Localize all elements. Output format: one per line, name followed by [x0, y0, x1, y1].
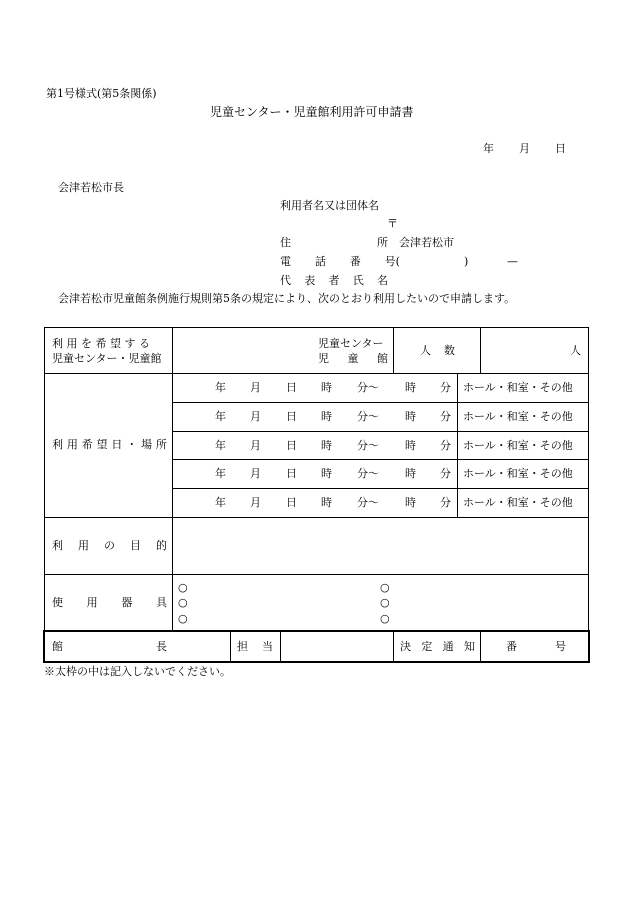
facility-type-center: 児童センター — [318, 337, 384, 350]
address-value: 会津若松市 — [399, 236, 454, 249]
equipment-bullet: ○ — [178, 581, 188, 594]
representative-label: 代 表 者 氏 名 — [280, 274, 388, 287]
equipment-bullets-right — [380, 580, 390, 626]
application-form-page: 第1号様式(第5条関係) 児童センター・児童館利用許可申請書 年 月 日 会津若松市長 利用者名又は団体名 〒 住 所 会津若松市 電 話 番 号( ) — 代 表 者 氏 名 会津若松市児童館条例施行規則第5条の規定により、次のとおり利用したいので申請します。 利 用 を 希 望 す る 児童センター・児童館 児童センター 児 童 館 人 数 人 利 用 希 望 日 ・ 場 所 年 月 日 時 分～ 時 分 ホール・和室・その他 年 月 日 時 分～ 時 分 ホール・和室・その他 年 月 日 時 分～ 時 分 ホール・和室・その他 年 月 日 時 分～ 時 分 ホール・和室・その他 年 月 日 時 分～ 時 分 ホール・和室・その他 利 用 の 目 的 使 用 器 具 ○ ○ ○ ○ ○ ○ 館 長 担 当 決 定 通 知 番 号 ※太枠の中は記入しないでください。 — [0, 0, 630, 915]
chief-label: 館 長 — [52, 640, 167, 653]
equipment-bullet: ○ — [178, 611, 188, 625]
date-day-label: 日 — [555, 142, 566, 155]
equipment-bullet: ○ — [380, 611, 390, 625]
addressee: 会津若松市長 — [58, 181, 124, 194]
schedule-label: 利 用 希 望 日 ・ 場 所 — [52, 438, 167, 451]
equipment-bullet: ○ — [380, 596, 390, 610]
form-number: 第1号様式(第5条関係) — [46, 87, 157, 100]
facility-type-hall: 児 童 館 — [318, 352, 388, 365]
people-label: 人 数 — [420, 344, 455, 357]
decision-notice-label: 決 定 通 知 — [400, 640, 475, 653]
facility-label: 利 用 を 希 望 す る 児童センター・児童館 — [52, 337, 162, 365]
form-title: 児童センター・児童館利用許可申請書 — [210, 105, 414, 119]
equipment-bullet: ○ — [380, 581, 390, 594]
people-unit: 人 — [570, 344, 581, 357]
purpose-label: 利 用 の 目 的 — [52, 539, 167, 552]
staff-label: 担 当 — [237, 640, 273, 653]
postal-mark: 〒 — [387, 217, 398, 230]
number-label: 番 号 — [506, 640, 566, 653]
applicant-name-label: 利用者名又は団体名 — [280, 199, 379, 212]
date-year-label: 年 — [483, 142, 494, 155]
equipment-label: 使 用 器 具 — [52, 596, 167, 609]
phone-label: 電 話 番 号( — [280, 255, 400, 268]
equipment-bullets-left — [178, 580, 188, 626]
equipment-bullet: ○ — [178, 596, 188, 610]
statement-text: 会津若松市児童館条例施行規則第5条の規定により、次のとおり利用したいので申請します。 — [58, 292, 516, 305]
footnote: ※太枠の中は記入しないでください。 — [44, 665, 231, 678]
date-month-label: 月 — [519, 142, 530, 155]
phone-close-paren: ) — [464, 255, 469, 268]
address-label: 住 所 — [280, 236, 388, 249]
phone-dash: — — [507, 255, 518, 268]
